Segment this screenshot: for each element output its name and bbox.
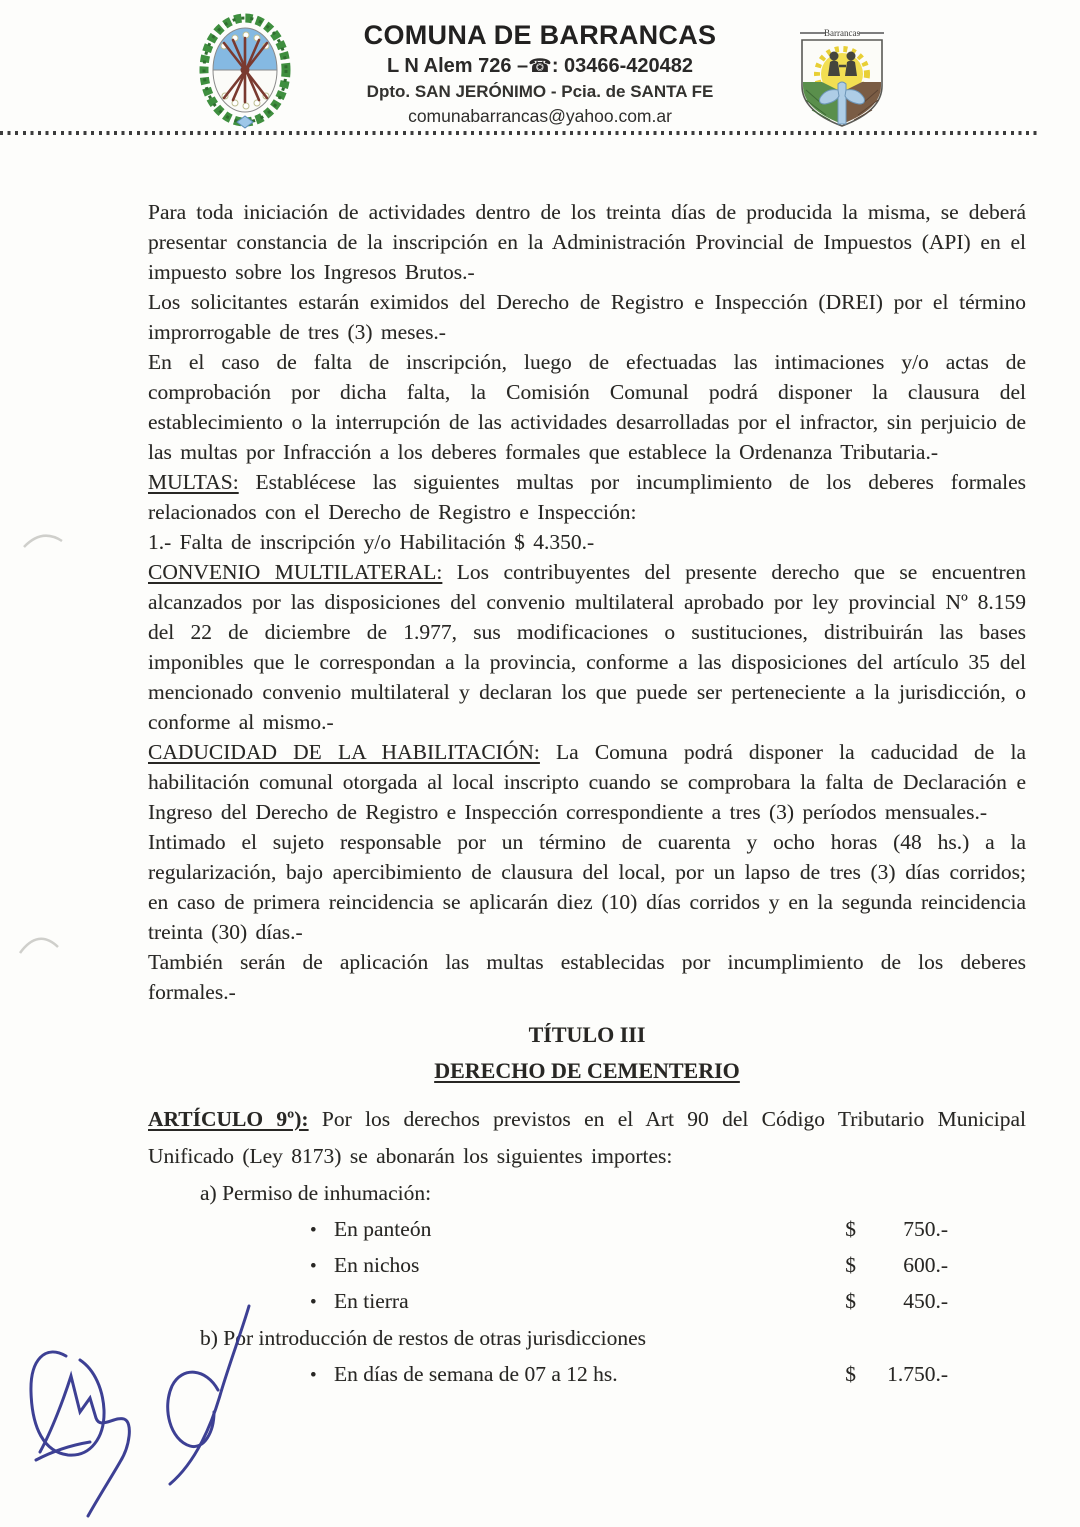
currency-symbol: $ [845, 1289, 856, 1313]
article-9-paragraph: ARTÍCULO 9º): Por los derechos previstos en el Art 90 del Código Tributario Municipal Unificado (Ley 8173) se abonarán los siguientes importes: [148, 1107, 1026, 1168]
currency-symbol: $ [845, 1217, 856, 1241]
punch-hole-arc [20, 939, 58, 953]
fee-row [310, 1357, 1026, 1393]
bullet-icon: • [310, 1220, 317, 1241]
comuna-shield-icon [792, 12, 892, 130]
section-subtitle: DERECHO DE CEMENTERIO [434, 1058, 740, 1083]
paragraph-tambien-multas: También serán de aplicación las multas establecidas por incumplimiento de los deberes formales.- [148, 950, 1026, 1004]
signature-left [31, 1352, 129, 1516]
bullet-icon: • [310, 1256, 317, 1277]
fee-amount: 600.- [903, 1253, 948, 1277]
fee-item-b: b) Por introducción de restos de otras jurisdicciones [200, 1326, 647, 1350]
fee-amount: 750.- [903, 1217, 948, 1241]
email: comunabarrancas@yahoo.com.ar [408, 105, 672, 126]
fee-label: En tierra [334, 1289, 409, 1313]
paragraph-solicitantes-eximidos: Los solicitantes estarán eximidos del Derecho de Registro e Inspección (DREI) por el término improrrogable de tres (3) meses.- [148, 290, 1026, 344]
currency-symbol: $ [845, 1253, 856, 1277]
section-title: TÍTULO III [528, 1022, 646, 1047]
fee-amount: 1.750.- [887, 1362, 948, 1386]
fee-amount: 450.- [903, 1289, 948, 1313]
address-line: L N Alem 726 –☎: 03466-420482 [386, 55, 694, 78]
multas-lead: MULTAS: [148, 470, 239, 494]
paragraph-inicio-actividades: Para toda iniciación de actividades dentro de los treinta días de producida la misma, se deberá presentar constancia de la inscripción en la Administración Provincial de Impuestos (API) en el impuesto sobre los Ingresos Brutos.- [148, 200, 1026, 284]
punch-hole-arc [24, 536, 62, 547]
fee-row [310, 1248, 1026, 1284]
article-9-lead: ARTÍCULO 9º): [148, 1107, 309, 1131]
fee-label: En nichos [334, 1253, 420, 1277]
paragraph-intimacion: Intimado el sujeto responsable por un término de cuarenta y ocho horas (48 hs.) a la regularización, bajo apercibimiento de clausura del local, por un lapso de tres (3) días corridos; en caso de primera reincidencia se aplicarán diez (10) días corridos y en la segunda reincidencia treinta (30) días.- [148, 830, 1026, 944]
shield-label: Barrancas [824, 28, 860, 38]
convenio-lead: CONVENIO MULTILATERAL: [148, 560, 443, 584]
paragraph-convenio-multilateral: CONVENIO MULTILATERAL: Los contribuyentes del presente derecho que se encuentren alcanzados por las disposiciones del convenio multilateral aprobado por ley provincial Nº 8.159 del 22 de diciembre de 1.977, sus modificaciones o sustituciones, distribuirán las bases imponibles que le correspondan a la provincia, conforme a las disposiciones del artículo 35 del mencionado convenio multilateral y declaran los que puede ser perteneciente a la jurisdicción, o conforme al mismo.- [148, 560, 1026, 734]
paragraph-caducidad-habilitacion: CADUCIDAD DE LA HABILITACIÓN: La Comuna podrá disponer la caducidad de la habilitación comunal otorgada al local inscripto cuando se comprobara la falta de Declaración e Ingreso del Derecho de Registro e Inspección correspondiente a tres (3) períodos mensuales.- [148, 740, 1026, 824]
paragraph-falta-inscripcion: En el caso de falta de inscripción, luego de efectuadas las intimaciones y/o actas de comprobación por dicha falta, la Comisión Comunal podrá disponer la clausura del establecimiento o la interrupción de las actividades desarrolladas por el infractor, sin perjuicio de las multas por Infracción a los deberes formales que establece la Ordenanza Tributaria.- [148, 350, 1026, 464]
currency-symbol: $ [845, 1362, 856, 1386]
comuna-shield [792, 12, 892, 130]
phone-icon: ☎ [528, 55, 552, 78]
document-body [148, 197, 1026, 1393]
letterhead [0, 0, 1080, 140]
paragraph-multas: MULTAS: Establécese las siguientes multas por incumplimiento de los deberes formales relacionados con el Derecho de Registro e Inspección: [148, 470, 1026, 524]
letterhead-text [0, 20, 1080, 126]
department-line: Dpto. SAN JERÓNIMO - Pcia. de SANTA FE [366, 82, 714, 102]
fee-label: En días de semana de 07 a 12 hs. [334, 1362, 618, 1386]
bullet-icon: • [310, 1365, 317, 1386]
dotted-separator [0, 131, 1037, 135]
caducidad-lead: CADUCIDAD DE LA HABILITACIÓN: [148, 740, 540, 764]
bullet-icon: • [310, 1292, 317, 1313]
fee-row [310, 1212, 1026, 1248]
fee-item-a: a) Permiso de inhumación: [200, 1181, 432, 1205]
fee-row [310, 1284, 1026, 1320]
paragraph-multa-item-1: 1.- Falta de inscripción y/o Habilitación $ 4.350.- [148, 530, 595, 554]
fee-label: En panteón [334, 1217, 432, 1241]
org-name: COMUNA DE BARRANCAS [363, 20, 717, 50]
